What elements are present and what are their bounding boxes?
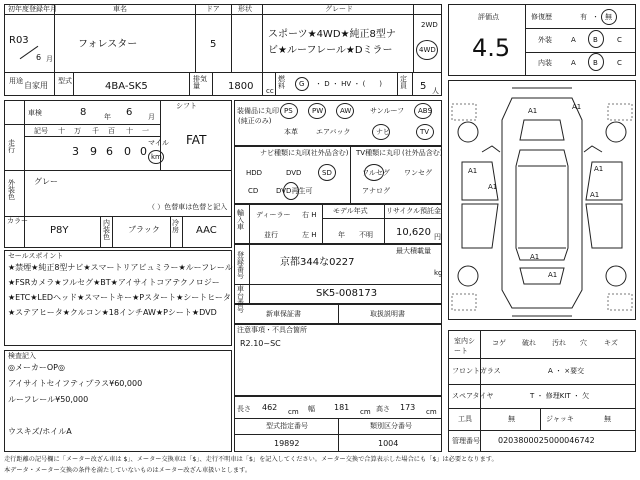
length-value: 462 (262, 403, 278, 412)
length-label: 長さ (237, 405, 251, 413)
import-parallel: 並行 (264, 231, 278, 239)
vin-label: 車台番号 (237, 285, 244, 314)
import-label: 輸入車 (237, 209, 244, 231)
sales-point-line: ★ステアヒータ★クルコン★18インチAW★Pシート★DVD (8, 308, 217, 317)
repair-sep: ・ (592, 13, 599, 21)
model-year-label: モデル年式 (333, 207, 368, 215)
category-value: 自家用 (24, 81, 48, 90)
seat-item: 穴 (580, 339, 587, 347)
interior-color-value: ブラック (128, 225, 160, 234)
damage-mark-rear-left: A1 (530, 253, 540, 261)
fuel-g: G (299, 80, 305, 88)
damage-mark-right-2: A1 (594, 165, 604, 173)
car-name-value: フォレスター (78, 39, 138, 50)
mileage-digit: 0 (124, 145, 131, 158)
mileage-digit-header: 一 (142, 127, 149, 135)
interior-grade-b: B (593, 59, 598, 67)
exterior-color-note: （ ）色替車は色替と記入 (148, 203, 228, 211)
height-unit: cm (426, 408, 437, 416)
interior-color-label: 内装色 (103, 219, 110, 241)
doors-value: 5 (210, 39, 217, 50)
mileage-digit: 0 (140, 145, 147, 158)
exterior-grade-b: B (593, 36, 598, 44)
shift-value: FAT (186, 133, 207, 147)
tools-label: 工具 (458, 415, 472, 423)
import-left: 左 H (302, 231, 317, 239)
recycle-unit: 円 (434, 233, 441, 241)
fuel-label: 燃料 (278, 75, 285, 90)
first-reg-month: 6 (36, 53, 42, 62)
recycle-value: 10,620 (396, 227, 431, 238)
navi-sub: (社外品含む) (308, 149, 349, 157)
max-load-unit: kg (434, 269, 443, 277)
damage-mark-left-1: A1 (468, 167, 478, 175)
spare-label: スペアタイヤ (452, 392, 494, 400)
displacement-label: 排気量 (193, 75, 207, 90)
notes-title: 注意事項・不具合箇所 (237, 326, 307, 334)
score-value: 4.5 (472, 34, 511, 62)
navi-title: ナビ種類に丸印 (260, 149, 309, 157)
mileage-digit-header: 千 (92, 127, 99, 135)
mileage-unit-mile: マイル (148, 139, 169, 147)
displacement-value: 1800 (228, 81, 254, 92)
damage-mark-right-1: A1 (590, 191, 600, 199)
width-label: 幅 (308, 405, 315, 413)
displacement-unit: cc (266, 87, 274, 95)
mileage-digit-header: 記号 (34, 127, 48, 135)
repair-no: 無 (605, 13, 612, 21)
first-reg-era: R03 (9, 35, 29, 46)
recycle-label: リサイクル預託金 (386, 207, 442, 215)
doors-label: ドア (206, 5, 220, 13)
width-value: 181 (334, 403, 350, 412)
tv-fullseg: フルセグ (362, 169, 390, 177)
grade-line-2: ビ★ルーフレール★Dミラー (268, 45, 393, 56)
manage-value: 0203800025000046742 (498, 436, 595, 445)
equipment-item: 本革 (284, 128, 298, 136)
shift-label: シフト (176, 102, 197, 110)
first-reg-label: 初年度登録年月 (8, 5, 57, 13)
plate-value: 京都344な0227 (280, 257, 355, 268)
height-label: 高さ (376, 405, 390, 413)
equipment-item: ABS (418, 107, 432, 115)
capacity-unit: 人 (432, 87, 439, 95)
type-no-label: 型式指定番号 (266, 422, 308, 430)
notes-value: R2.10~SC (240, 339, 281, 348)
seat-item: キズ (604, 339, 618, 347)
equipment-item: PS (284, 107, 293, 115)
inspection-month: 6 (126, 107, 133, 118)
grade-line-1: スポーツ★4WD★純正8型ナ (268, 29, 396, 40)
ac-value: AAC (196, 225, 217, 236)
repair-yes: 有 (580, 13, 587, 21)
tv-oneseg: ワンセグ (404, 169, 432, 177)
tv-analog: アナログ (362, 187, 390, 195)
mileage-digit: 9 (90, 145, 97, 158)
mileage-unit-km: km (151, 153, 162, 161)
mileage-digit-header: 万 (74, 127, 81, 135)
inspection-year: 8 (80, 107, 87, 118)
inspector-note-line: ルーフレール¥50,000 (8, 395, 89, 404)
manual-label: 取扱説明書 (370, 310, 405, 318)
import-dealer: ディーラー (256, 211, 291, 219)
equipment-item: AW (340, 107, 352, 115)
height-value: 173 (400, 403, 416, 412)
navi-hdd: HDD (246, 169, 263, 177)
footer-line-1: 走行距離の記号欄に「メーター改ざん車は $」、メーター交換車は「$」、走行不明車は「$」を記入してください。メーター交換で合算表示した場合にも「$」は必要となります。 (4, 456, 498, 463)
damage-mark-front-right: A1 (572, 103, 582, 111)
glass-label: フロントガラス (452, 367, 501, 375)
capacity-value: 5 (420, 81, 427, 92)
mileage-digit-header: 十 (126, 127, 133, 135)
inspection-label: 車検 (28, 109, 42, 117)
damage-mark-front-left: A1 (528, 107, 538, 115)
navi-sd: SD (322, 169, 332, 177)
inspector-note-line: アイサイトセイフティプラス¥60,000 (8, 379, 143, 388)
drive-4wd: 4WD (419, 46, 436, 54)
score-label: 評価点 (478, 13, 499, 21)
seat-label: 室内シート (454, 337, 475, 355)
color-code-label: カラー (7, 217, 28, 225)
car-name-label: 車名 (113, 5, 127, 13)
inspection-year-unit: 年 (104, 113, 111, 121)
interior-grade-label: 内装 (538, 59, 552, 67)
ac-label: 冷房 (172, 219, 179, 234)
interior-grade-c: C (617, 59, 622, 67)
drive-2wd: 2WD (421, 21, 438, 29)
sales-point-line: ★禁煙★純正8型ナビ★スマートリアビュミラー★ルーフレール (8, 263, 233, 272)
mileage-digit: 3 (72, 145, 79, 158)
class-no-value: 1004 (378, 439, 399, 448)
capacity-label: 定員 (400, 75, 407, 90)
footer-line-2: 本データ・メーター交換の条件を満たしていないものはメーター改ざん車扱いとします。 (4, 467, 252, 474)
model-label: 型式 (58, 77, 72, 85)
notes-box (234, 324, 442, 396)
length-unit: cm (288, 408, 299, 416)
exterior-grade-c: C (617, 36, 622, 44)
tv-sub: (社外品含む) (402, 149, 443, 157)
car-diagram (448, 80, 636, 320)
first-reg-month-unit: 月 (46, 55, 53, 63)
equipment-item: エアバック (316, 128, 351, 136)
grade-label: グレード (325, 5, 353, 13)
spare-value: T ・ 修理KIT ・ 欠 (530, 392, 590, 400)
mileage-digit-header: 十 (58, 127, 65, 135)
model-year-value: 年 不明 (338, 231, 373, 239)
damage-mark-left-2: A1 (488, 183, 498, 191)
exterior-color-label: 外装色 (8, 179, 15, 201)
equipment-item: ナビ (376, 128, 390, 136)
vin-value: SK5-008173 (316, 288, 378, 299)
tv-title: TV種類に丸印 (356, 149, 401, 157)
equipment-item: サンルーフ (370, 107, 405, 115)
mileage-digit-header: 百 (108, 127, 115, 135)
manage-label: 管理番号 (452, 437, 480, 445)
equipment-subtitle: (純正のみ) (238, 117, 272, 125)
equipment-item: TV (420, 128, 430, 136)
navi-dvd: DVD (286, 169, 302, 177)
class-no-label: 類別区分番号 (370, 422, 412, 430)
mileage-label: 走行 (8, 139, 15, 154)
equipment-item: PW (312, 107, 324, 115)
navi-cd: CD (248, 187, 259, 195)
category-label: 用途 (9, 77, 23, 85)
inspector-note-line: ◎メーカーOP◎ (8, 363, 65, 372)
jack-label: ジャッキ (546, 415, 574, 423)
glass-value: A ・ ×要交 (548, 367, 585, 375)
fuel-options: ・ D ・ HV ・ ( ) (315, 80, 383, 88)
seat-item: 汚れ (552, 339, 566, 347)
navi-dvd-play: DVD再生可 (276, 187, 313, 195)
sales-points-title: セールスポイント (8, 252, 64, 260)
equipment-title: 装備品に丸印 (237, 107, 279, 115)
repair-label: 修復歴 (531, 13, 552, 21)
tools-value: 無 (508, 415, 515, 423)
interior-parts-box (448, 330, 636, 452)
jack-value: 無 (604, 415, 611, 423)
seat-item: 破れ (522, 339, 536, 347)
color-code-value: P8Y (50, 225, 69, 236)
max-load-label: 最大積載量 (396, 247, 431, 255)
plate-label: 登録番号 (237, 251, 244, 280)
inspector-notes-title: 検査記入 (8, 352, 36, 360)
warranty-label: 新車保証書 (266, 310, 301, 318)
import-right: 右 H (302, 211, 317, 219)
seat-item: コゲ (492, 339, 506, 347)
sales-point-line: ★ETC★LEDヘッド★スマートキー★Pスタート★シートヒータ (8, 293, 231, 302)
exterior-grade-a: A (571, 36, 576, 44)
exterior-grade-label: 外装 (538, 36, 552, 44)
model-value: 4BA-SK5 (105, 81, 148, 92)
interior-grade-a: A (571, 59, 576, 67)
body-label: 形状 (238, 5, 252, 13)
inspector-note-line: ウスキズ/ホイルA (8, 427, 72, 436)
inspection-month-unit: 月 (148, 113, 155, 121)
width-unit: cm (360, 408, 371, 416)
sales-point-line: ★FSRカメラ★フルセグ★BT★アイサイトコアテクノロジー (8, 278, 220, 287)
mileage-digit: 6 (106, 145, 113, 158)
type-no-value: 19892 (274, 439, 300, 448)
damage-mark-rear-right: A1 (548, 271, 558, 279)
exterior-color-value: グレー (34, 177, 58, 186)
